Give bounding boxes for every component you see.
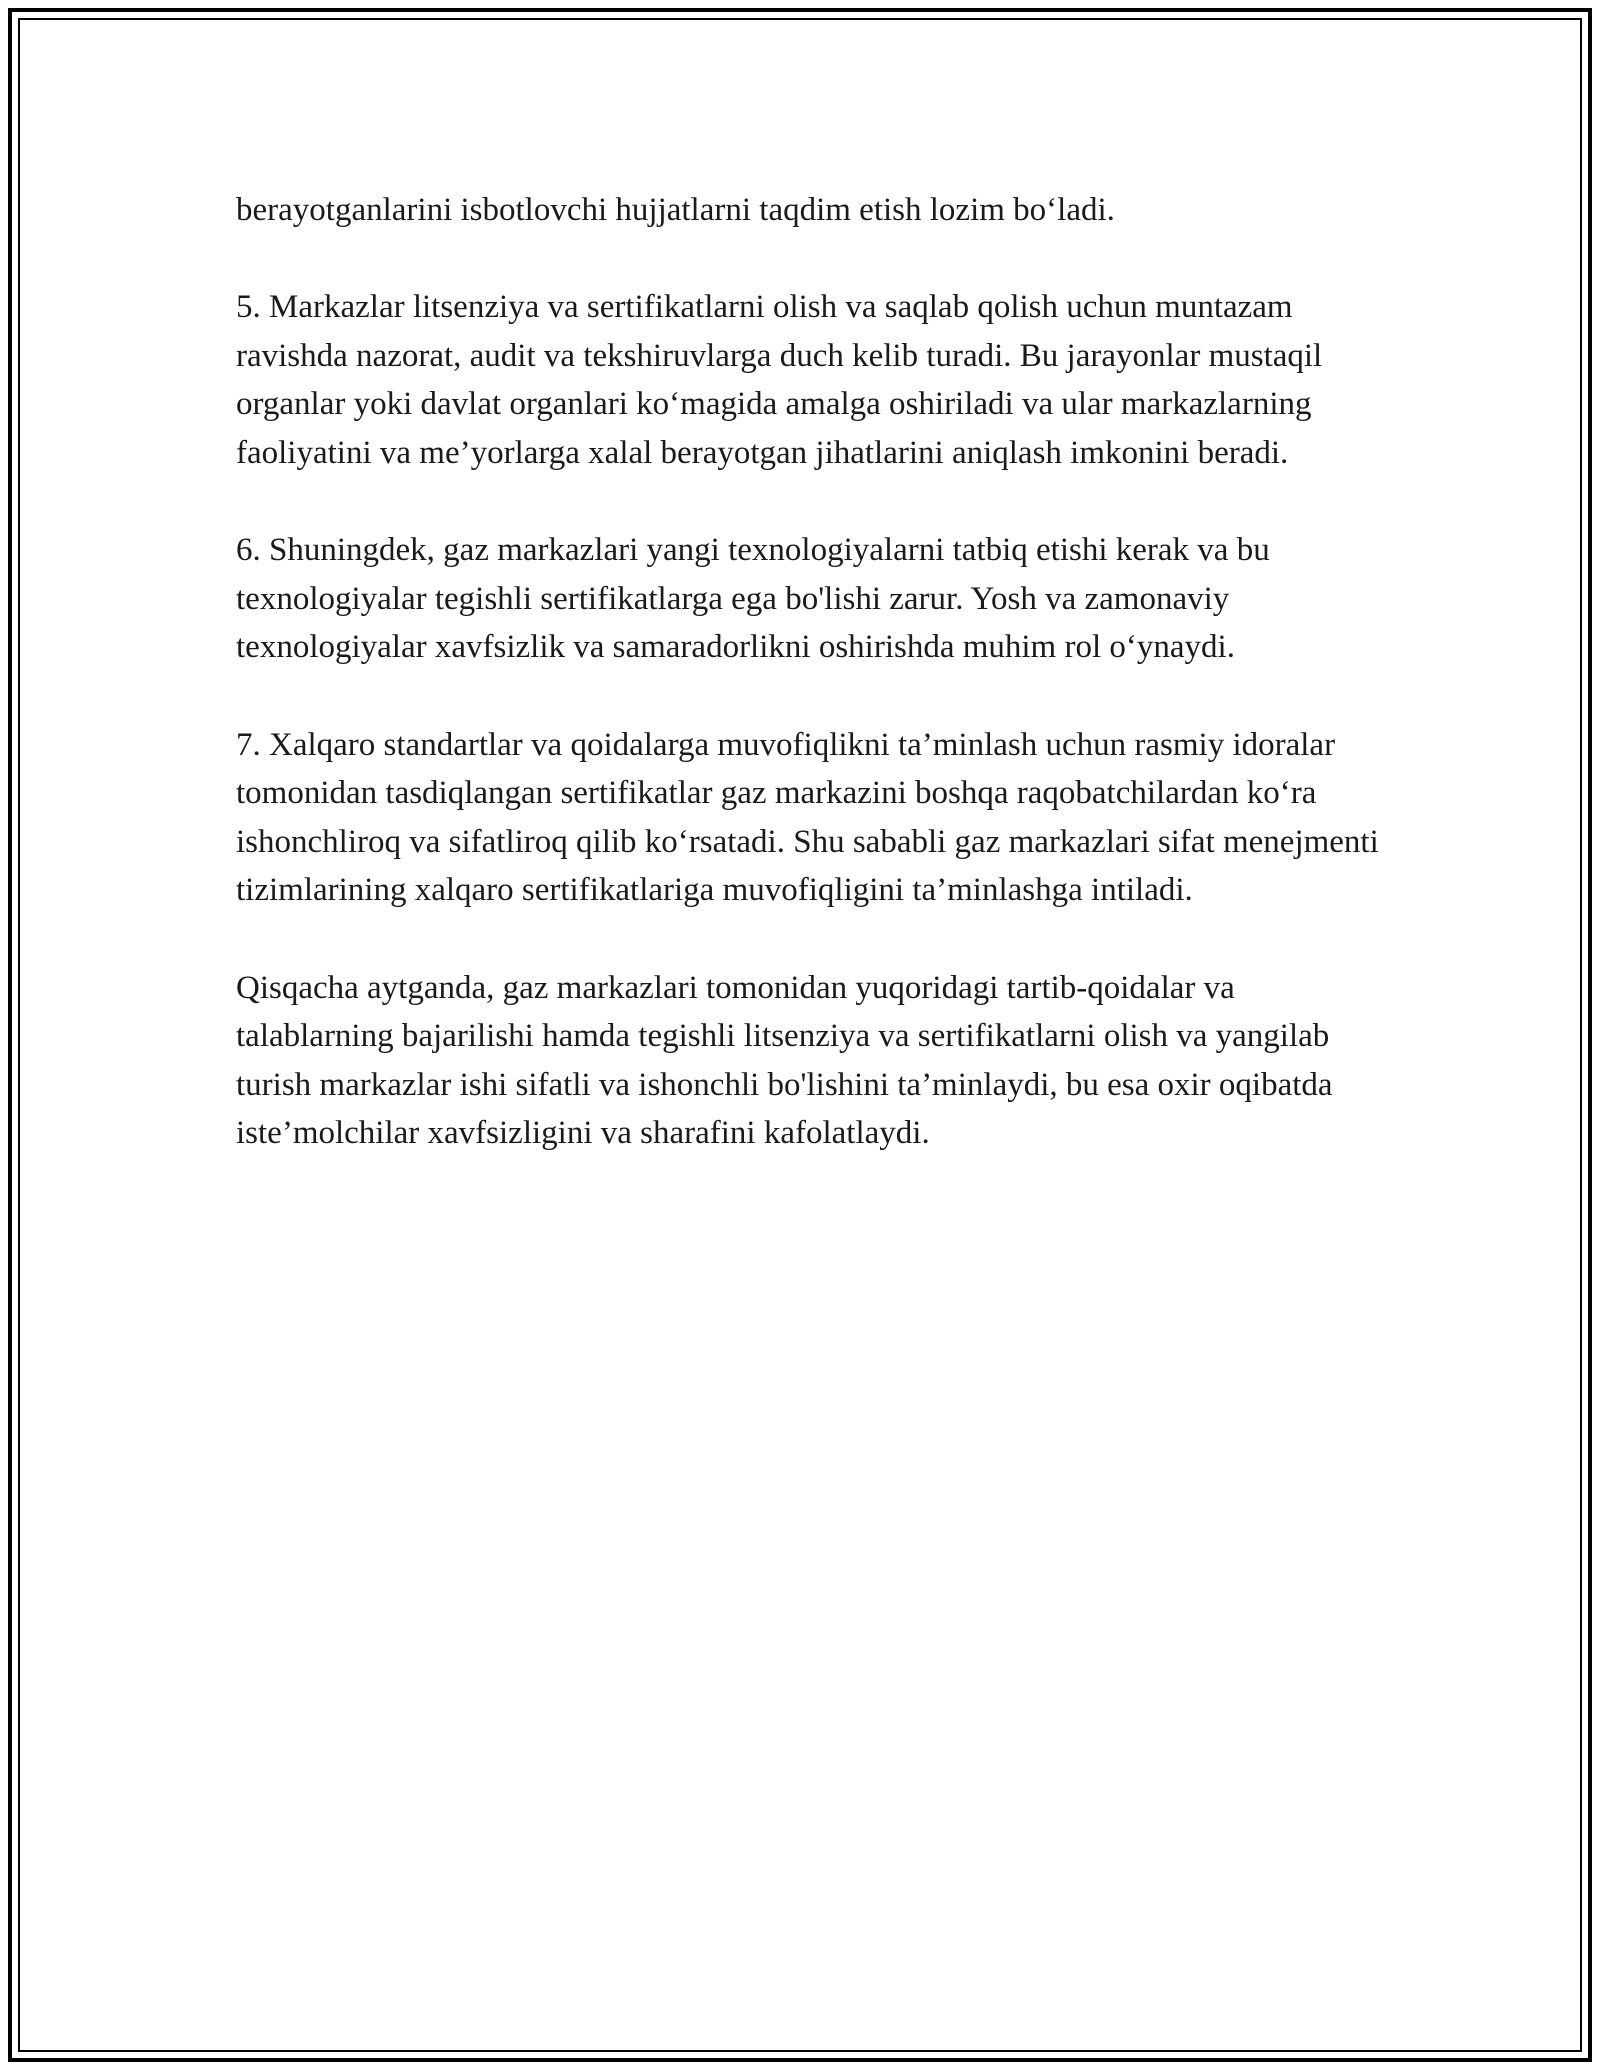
paragraph-item-5: 5. Markazlar litsenziya va sertifikatlarni olish va saqlab qolish uchun muntazam ravishda nazorat, audit va tekshiruvlarga duch kelib turadi. Bu jarayonlar mustaqil organlar yoki davlat organlari ko‘magida amalga oshiriladi va ular markazlarning faoliyatini va me’yorlarga xalal berayotgan jihatlarini aniqlash imkonini beradi.: [236, 289, 1323, 471]
paragraph-item-7: 7. Xalqaro standartlar va qoidalarga muvofiqlikni ta’minlash uchun rasmiy idoralar tomonidan tasdiqlangan sertifikatlar gaz markazini boshqa raqobatchilardan ko‘ra ishonchliroq va sifatliroq qilib ko‘rsatadi. Shu sababli gaz markazlari sifat menejmenti tizimlarining xalqaro sertifikatlariga muvofiqligini ta’minlashga intiladi.: [236, 726, 1379, 909]
document-body: [236, 186, 1386, 1158]
paragraph-continuation: berayotganlarini isbotlovchi hujjatlarni taqdim etish lozim bo‘ladi.: [236, 192, 1115, 228]
paragraph-item-6: 6. Shuningdek, gaz markazlari yangi texnologiyalarni tatbiq etishi kerak va bu texnologiyalar tegishli sertifikatlarga ega bo'lishi zarur. Yosh va zamonaviy texnologiyalar xavfsizlik va samaradorlikni oshirishda muhim rol o‘ynaydi.: [236, 532, 1270, 666]
paragraph-summary: Qisqacha aytganda, gaz markazlari tomonidan yuqoridagi tartib-qoidalar va talablarning bajarilishi hamda tegishli litsenziya va sertifikatlarni olish va yangilab turish markazlar ishi sifatli va ishonchli bo'lishini ta’minlaydi, bu esa oxir oqibatda iste’molchilar xavfsizligini va sharafini kafolatlaydi.: [236, 969, 1333, 1152]
